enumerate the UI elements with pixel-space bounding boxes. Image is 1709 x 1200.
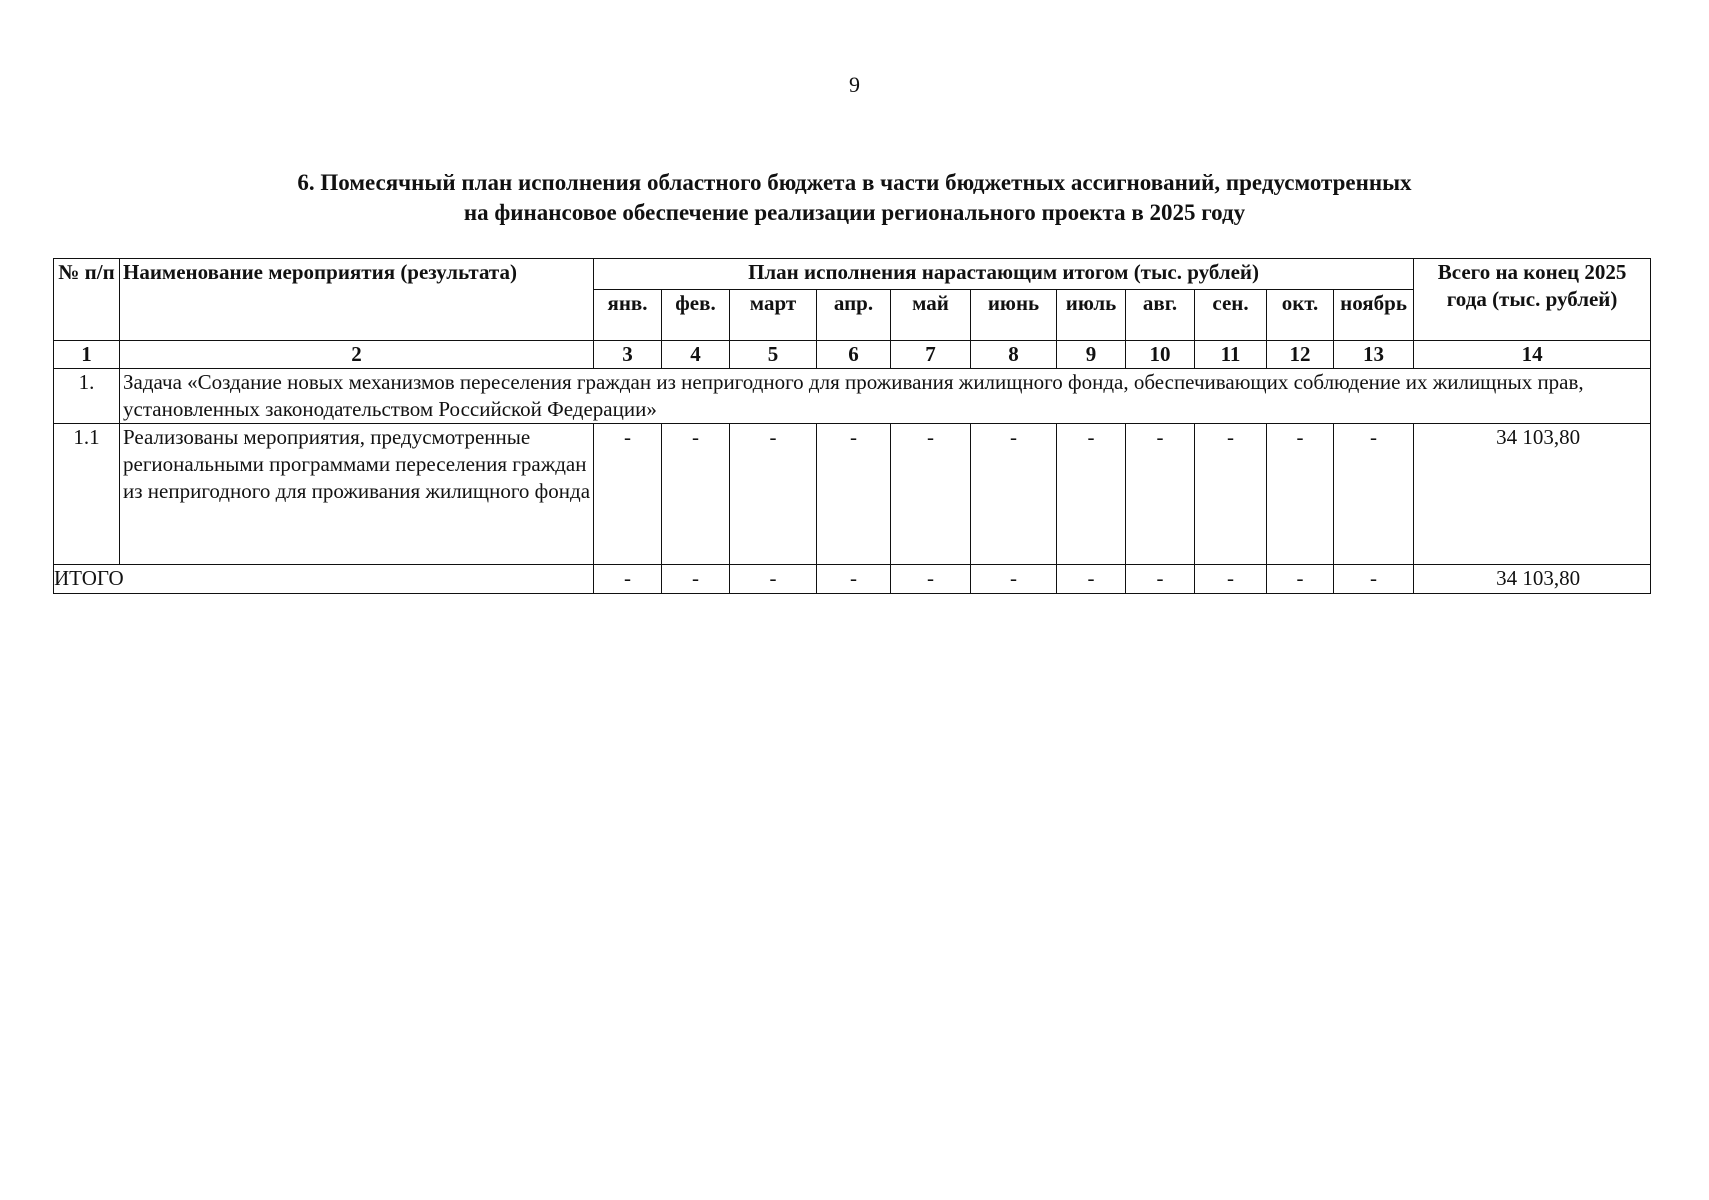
header-month: сен. [1195, 290, 1267, 341]
header-month: апр. [817, 290, 891, 341]
header-total: Всего на конец 2025 года (тыс. рублей) [1414, 259, 1651, 341]
column-number: 11 [1195, 341, 1267, 369]
grand-total-month-value: - [971, 565, 1057, 594]
grand-total-month-value: - [1057, 565, 1126, 594]
column-number: 12 [1267, 341, 1334, 369]
column-number: 13 [1334, 341, 1414, 369]
section-title-line-2: на финансовое обеспечение реализации регионального проекта в 2025 году [463, 200, 1246, 225]
task-num: 1. [54, 369, 120, 424]
grand-total-month-value: - [1267, 565, 1334, 594]
header-month: окт. [1267, 290, 1334, 341]
column-number: 10 [1126, 341, 1195, 369]
table-row [54, 424, 1651, 565]
header-name: Наименование мероприятия (результата) [120, 259, 594, 341]
column-number: 3 [594, 341, 662, 369]
grand-total-month-value: - [1126, 565, 1195, 594]
item-month-value: - [971, 424, 1057, 565]
item-month-value: - [1334, 424, 1414, 565]
grand-total-month-value: - [1195, 565, 1267, 594]
header-month: май [891, 290, 971, 341]
item-total: 34 103,80 [1414, 424, 1651, 565]
column-number: 14 [1414, 341, 1651, 369]
item-month-value: - [891, 424, 971, 565]
column-number: 4 [662, 341, 730, 369]
item-month-value: - [1195, 424, 1267, 565]
section-title [0, 168, 1709, 228]
item-num: 1.1 [54, 424, 120, 565]
column-number: 7 [891, 341, 971, 369]
grand-total-month-value: - [817, 565, 891, 594]
page-number: 9 [849, 72, 860, 97]
header-num: № п/п [54, 259, 120, 341]
grand-total-row [54, 565, 1651, 594]
grand-total-month-value: - [662, 565, 730, 594]
budget-plan-table [53, 258, 1651, 594]
grand-total-label: ИТОГО [54, 565, 594, 594]
item-month-value: - [817, 424, 891, 565]
grand-total-month-value: - [594, 565, 662, 594]
item-month-value: - [662, 424, 730, 565]
header-month: июль [1057, 290, 1126, 341]
column-number: 6 [817, 341, 891, 369]
grand-total-month-value: - [891, 565, 971, 594]
item-month-value: - [1126, 424, 1195, 565]
grand-total-month-value: - [730, 565, 817, 594]
header-month: март [730, 290, 817, 341]
grand-total-value: 34 103,80 [1414, 565, 1651, 594]
grand-total-month-value: - [1334, 565, 1414, 594]
task-row [54, 369, 1651, 424]
item-month-value: - [594, 424, 662, 565]
item-month-value: - [1057, 424, 1126, 565]
item-month-value: - [1267, 424, 1334, 565]
header-month: янв. [594, 290, 662, 341]
column-number-row [54, 341, 1651, 369]
header-month: ноябрь [1334, 290, 1414, 341]
header-month: фев. [662, 290, 730, 341]
task-text: Задача «Создание новых механизмов переселения граждан из непригодного для проживания жилищного фонда, обеспечивающих соблюдение их жилищных прав, установленных законодательством Российской Федерации» [120, 369, 1651, 424]
header-month: июнь [971, 290, 1057, 341]
column-number: 5 [730, 341, 817, 369]
item-month-value: - [730, 424, 817, 565]
header-plan: План исполнения нарастающим итогом (тыс. рублей) [594, 259, 1414, 290]
column-number: 1 [54, 341, 120, 369]
header-month: авг. [1126, 290, 1195, 341]
column-number: 8 [971, 341, 1057, 369]
section-title-line-1: 6. Помесячный план исполнения областного бюджета в части бюджетных ассигнований, предусмотренных [297, 170, 1412, 195]
column-number: 2 [120, 341, 594, 369]
item-name: Реализованы мероприятия, предусмотренные региональными программами переселения граждан из непригодного для проживания жилищного фонда [120, 424, 594, 565]
column-number: 9 [1057, 341, 1126, 369]
